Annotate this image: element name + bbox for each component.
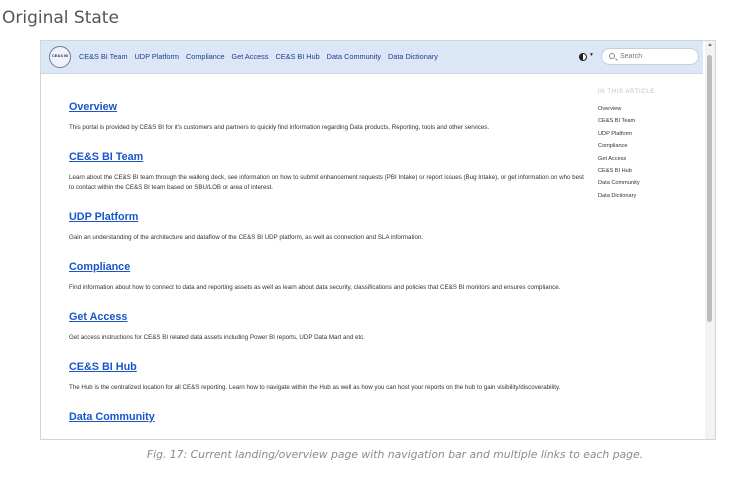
scrollbar-thumb[interactable] bbox=[707, 55, 712, 322]
section-text: Get access instructions for CE&S BI related data assets including Power BI reports, UDP Data Mart and etc. bbox=[69, 334, 365, 341]
section-ces-bi-team bbox=[69, 147, 589, 193]
nav-link-data-dictionary[interactable]: Data Dictionary bbox=[388, 52, 438, 61]
section-text: Gain an understanding of the architecture and dataflow of the CE&S BI UDP platform, as well as connection and SLA information. bbox=[69, 234, 424, 241]
toc-item-get-access[interactable]: Get Access bbox=[598, 155, 627, 162]
main-content bbox=[69, 97, 589, 440]
scrollbar[interactable] bbox=[705, 41, 715, 439]
nav-link-compliance[interactable]: Compliance bbox=[186, 52, 225, 61]
theme-toggle[interactable] bbox=[579, 51, 597, 63]
toc-item-data-dictionary[interactable]: Data Dictionary bbox=[598, 192, 637, 199]
figure-caption: Fig. 17: Current landing/overview page with navigation bar and multiple links to each page. bbox=[146, 448, 644, 461]
section-title-link[interactable]: CE&S BI Team bbox=[69, 151, 144, 163]
section-title-link[interactable]: Get Access bbox=[69, 311, 128, 323]
logo-text: CE&S BI bbox=[51, 53, 69, 58]
top-navbar bbox=[41, 41, 703, 74]
section-ces-bi-hub bbox=[69, 357, 589, 393]
contrast-icon bbox=[579, 53, 587, 61]
search-input[interactable] bbox=[620, 50, 696, 63]
toc-item-udp-platform[interactable]: UDP Platform bbox=[598, 130, 633, 137]
section-text: The Hub is the centralized location for all CE&S reporting. Learn how to navigate within the Hub as well as how you can host your reports on the hub to gain visibility/discoverability. bbox=[69, 384, 561, 391]
section-text: This portal is provided by CE&S BI for it's customers and partners to quickly find information regarding Data products, Reporting, tools and other services. bbox=[69, 124, 490, 131]
section-title-link[interactable]: UDP Platform bbox=[69, 211, 139, 223]
nav-link-get-access[interactable]: Get Access bbox=[231, 52, 269, 61]
in-this-article-toc bbox=[598, 89, 698, 202]
toc-item-data-community[interactable]: Data Community bbox=[598, 180, 640, 187]
section-text: Learn about the CE&S BI team through the walking deck, see information on how to submit enhancement requests (PBI Intake) or report issues (Bug Intake), or get information on who best to contact within the CE&S BI team based on SBU/LOB or area of interest. bbox=[69, 174, 584, 191]
section-get-access bbox=[69, 307, 589, 343]
nav-link-data-community[interactable]: Data Community bbox=[326, 52, 382, 61]
section-text: Find information about how to connect to data and reporting assets as well as learn about data security, classifications and policies that CE&S BI monitors and ensures compliance. bbox=[69, 284, 561, 291]
nav-link-udp-platform[interactable]: UDP Platform bbox=[134, 52, 180, 61]
section-title-link[interactable]: Overview bbox=[69, 101, 118, 113]
nav-link-ces-bi-team[interactable]: CE&S BI Team bbox=[79, 52, 128, 61]
toc-item-ces-bi-team[interactable]: CE&S BI Team bbox=[598, 118, 636, 125]
section-title-link[interactable]: Compliance bbox=[69, 261, 131, 273]
section-compliance bbox=[69, 257, 589, 293]
section-overview bbox=[69, 97, 589, 133]
toc-item-overview[interactable]: Overview bbox=[598, 106, 622, 112]
section-udp-platform bbox=[69, 207, 589, 243]
section-title-link[interactable]: Data Community bbox=[69, 411, 155, 423]
site-logo[interactable] bbox=[49, 46, 71, 68]
section-data-community bbox=[69, 407, 589, 433]
caption-title: Original State bbox=[2, 8, 119, 28]
section-title-link[interactable]: CE&S BI Hub bbox=[69, 361, 137, 373]
toc-item-compliance[interactable]: Compliance bbox=[598, 143, 628, 150]
nav-links bbox=[79, 52, 438, 61]
scroll-up-arrow-icon[interactable] bbox=[708, 43, 712, 46]
chevron-down-icon: ▼ bbox=[589, 52, 594, 58]
nav-link-ces-bi-hub[interactable]: CE&S BI Hub bbox=[275, 52, 320, 61]
browser-frame bbox=[40, 40, 716, 440]
search-box bbox=[601, 48, 699, 65]
toc-heading: IN THIS ARTICLE bbox=[598, 89, 655, 95]
toc-item-ces-bi-hub[interactable]: CE&S BI Hub bbox=[598, 168, 632, 175]
search-icon bbox=[609, 53, 615, 59]
